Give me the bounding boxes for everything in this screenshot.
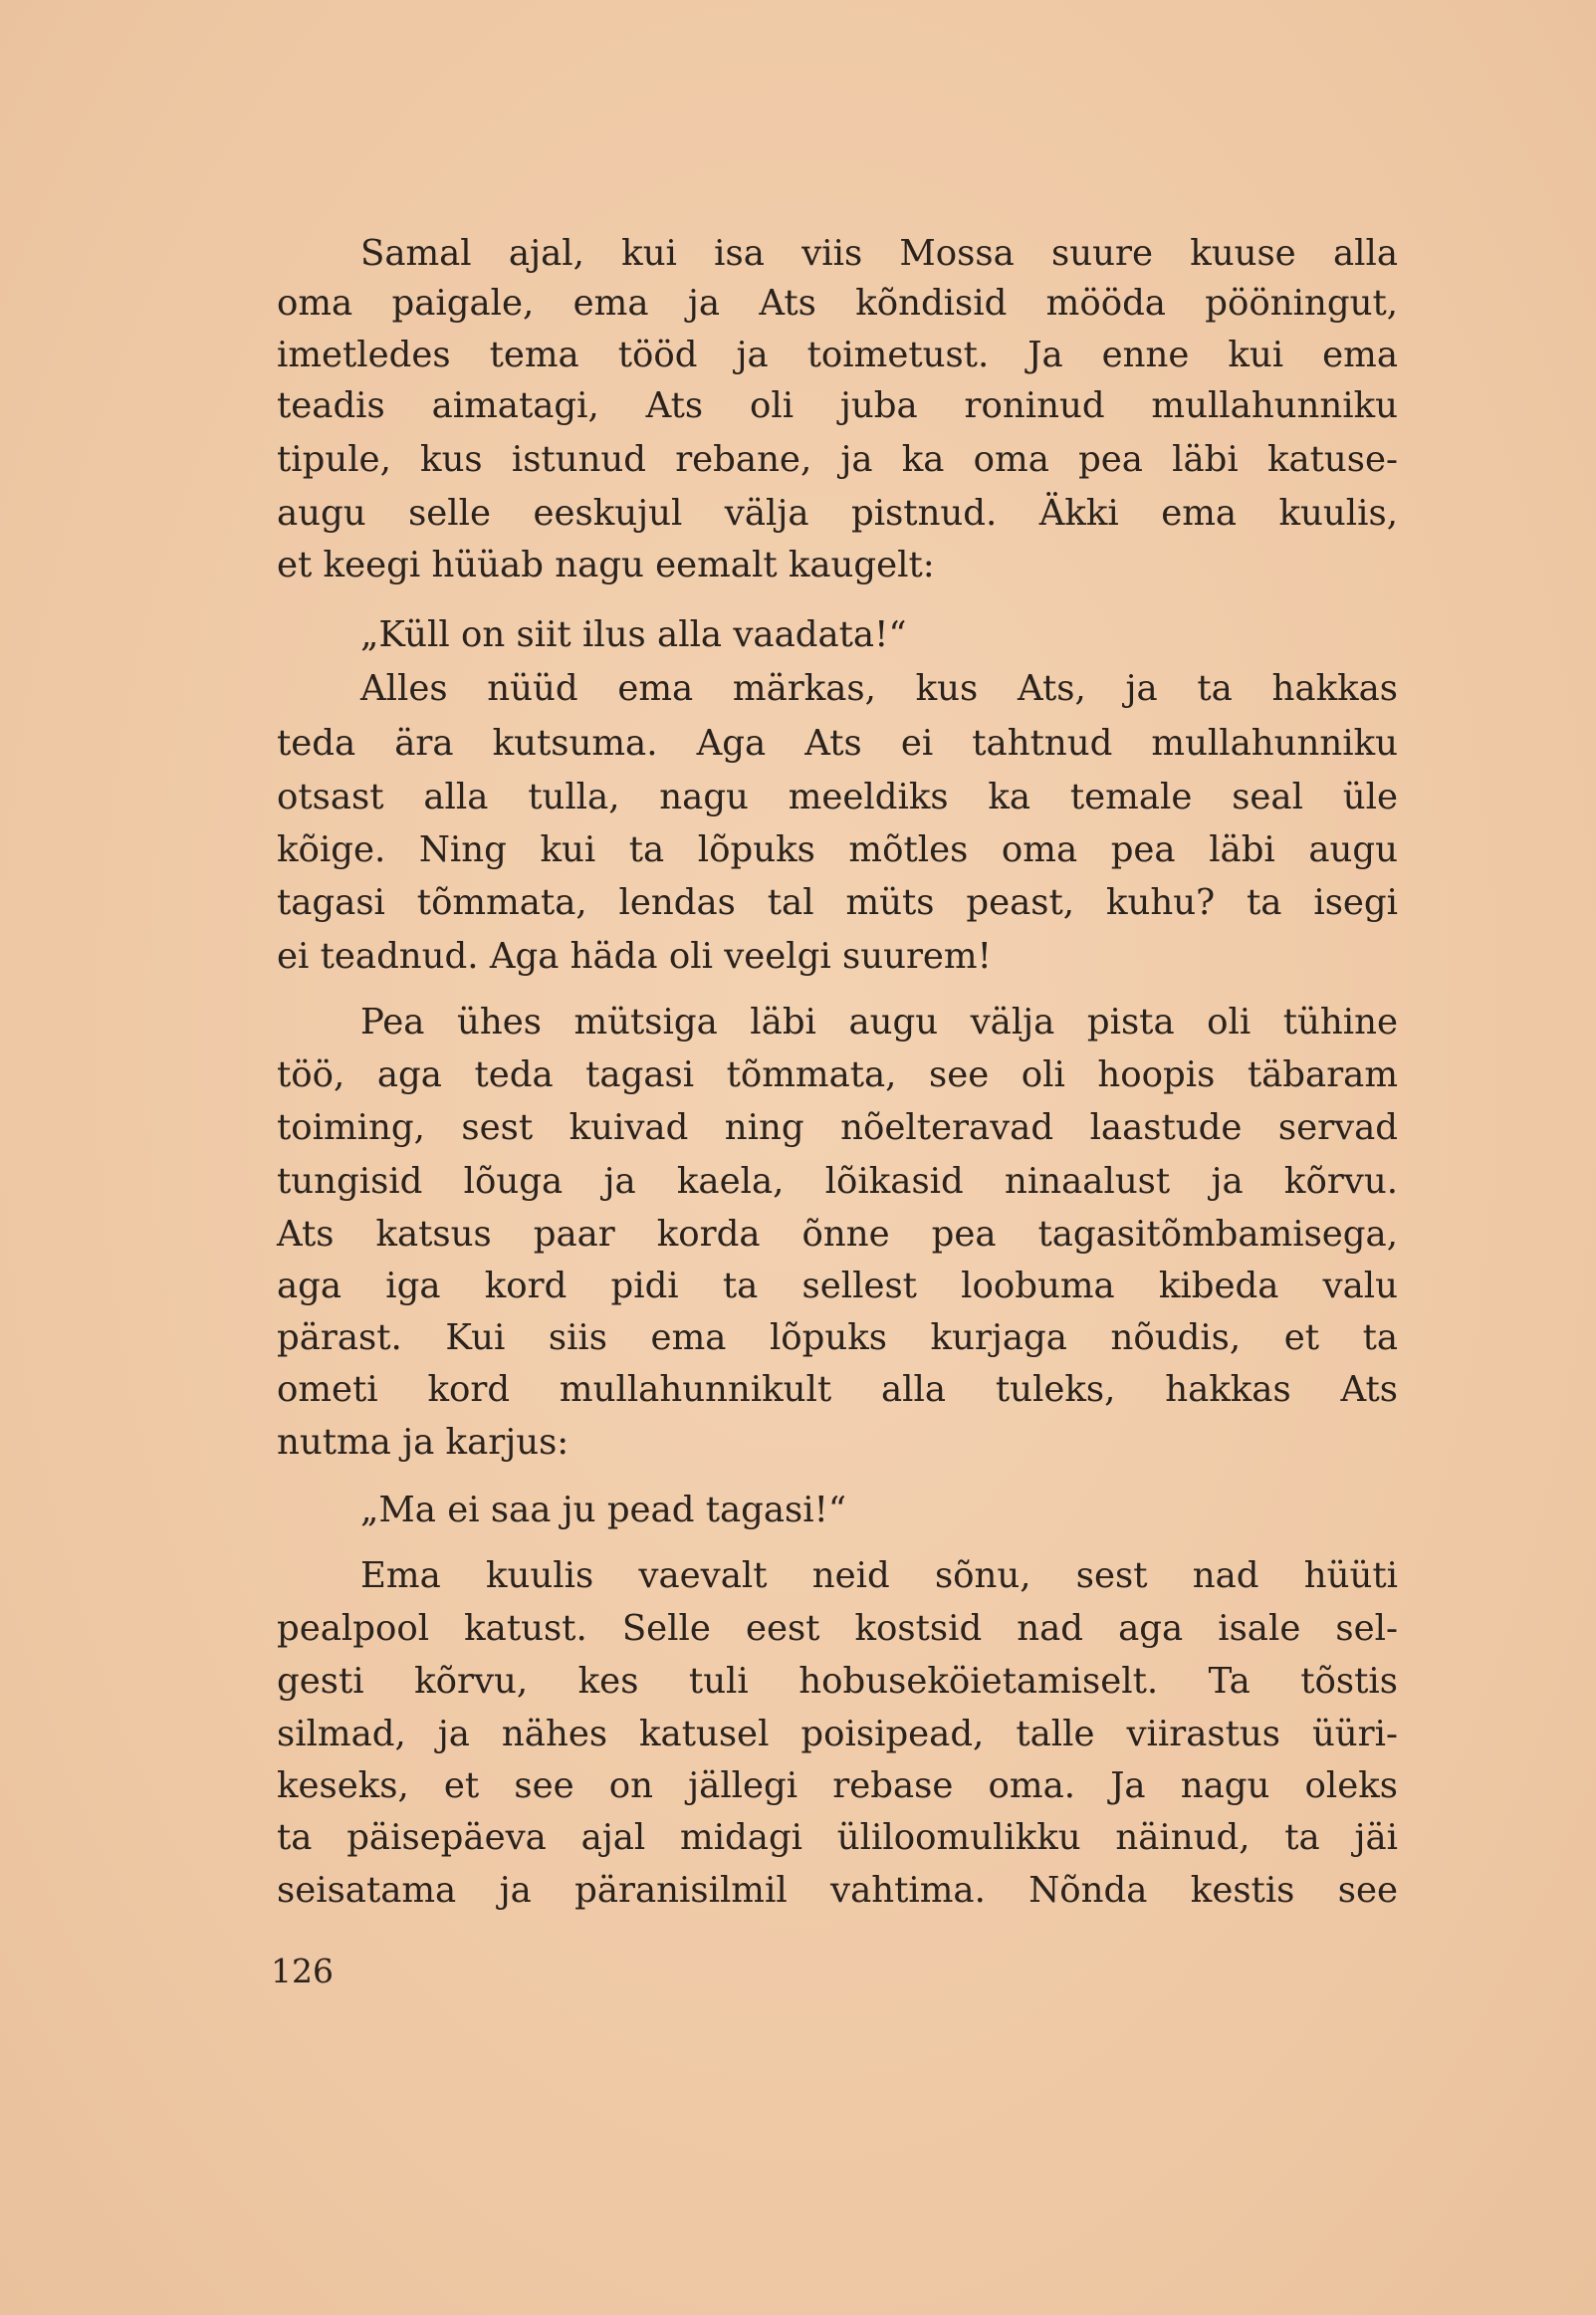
text-line: teda ära kutsuma. Aga Ats ei tahtnud mullahunniku bbox=[277, 723, 1398, 764]
text-line: kõige. Ning kui ta lõpuks mõtles oma pea läbi augu bbox=[277, 829, 1398, 870]
text-line: aga iga kord pidi ta sellest loobuma kibeda valu bbox=[277, 1266, 1398, 1306]
text-line: tungisid lõuga ja kaela, lõikasid ninaalust ja kõrvu. bbox=[277, 1161, 1398, 1202]
text-line: pealpool katust. Selle eest kostsid nad aga isale sel- bbox=[277, 1608, 1398, 1649]
text-line: Samal ajal, kui isa viis Mossa suure kuuse alla bbox=[360, 233, 1398, 274]
text-line: oma paigale, ema ja Ats kõndisid mööda pööningut, bbox=[277, 283, 1398, 324]
text-line: ei teadnud. Aga häda oli veelgi suurem! bbox=[277, 936, 992, 977]
text-line: Alles nüüd ema märkas, kus Ats, ja ta hakkas bbox=[360, 668, 1398, 709]
text-line: tagasi tõmmata, lendas tal müts peast, kuhu? ta isegi bbox=[277, 882, 1398, 923]
text-line: ta päisepäeva ajal midagi üliloomulikku näinud, ta jäi bbox=[277, 1817, 1398, 1858]
text-line: Pea ühes mütsiga läbi augu välja pista oli tühine bbox=[360, 1002, 1398, 1042]
page-number: 126 bbox=[271, 1952, 334, 1990]
text-line: toiming, sest kuivad ning nõelteravad laastude servad bbox=[277, 1107, 1398, 1148]
text-line: seisatama ja päranisilmil vahtima. Nõnda kestis see bbox=[277, 1870, 1398, 1911]
text-line: pärast. Kui siis ema lõpuks kurjaga nõudis, et ta bbox=[277, 1317, 1398, 1358]
text-line: töö, aga teda tagasi tõmmata, see oli hoopis täbaram bbox=[277, 1054, 1398, 1095]
text-line: tipule, kus istunud rebane, ja ka oma pea läbi katuse- bbox=[277, 439, 1398, 480]
text-line: nutma ja karjus: bbox=[277, 1422, 570, 1463]
text-line: teadis aimatagi, Ats oli juba roninud mullahunniku bbox=[277, 385, 1398, 426]
text-line: „Küll on siit ilus alla vaadata!“ bbox=[360, 614, 907, 655]
text-line: gesti kõrvu, kes tuli hobuseköietamiselt. Ta tõstis bbox=[277, 1661, 1398, 1702]
text-line: silmad, ja nähes katusel poisipead, talle viirastus üüri- bbox=[277, 1714, 1398, 1754]
text-line: Ema kuulis vaevalt neid sõnu, sest nad hüüti bbox=[360, 1555, 1398, 1596]
text-line: keseks, et see on jällegi rebase oma. Ja nagu oleks bbox=[277, 1765, 1398, 1806]
text-line: imetledes tema tööd ja toimetust. Ja enne kui ema bbox=[277, 335, 1398, 375]
text-line: Ats katsus paar korda õnne pea tagasitõmbamisega, bbox=[277, 1214, 1398, 1255]
text-line: augu selle eeskujul välja pistnud. Äkki ema kuulis, bbox=[277, 493, 1398, 534]
text-line: et keegi hüüab nagu eemalt kaugelt: bbox=[277, 545, 935, 585]
text-line: otsast alla tulla, nagu meeldiks ka temale seal üle bbox=[277, 777, 1398, 817]
text-line: ometi kord mullahunnikult alla tuleks, hakkas Ats bbox=[277, 1369, 1398, 1410]
text-line: „Ma ei saa ju pead tagasi!“ bbox=[360, 1490, 847, 1530]
